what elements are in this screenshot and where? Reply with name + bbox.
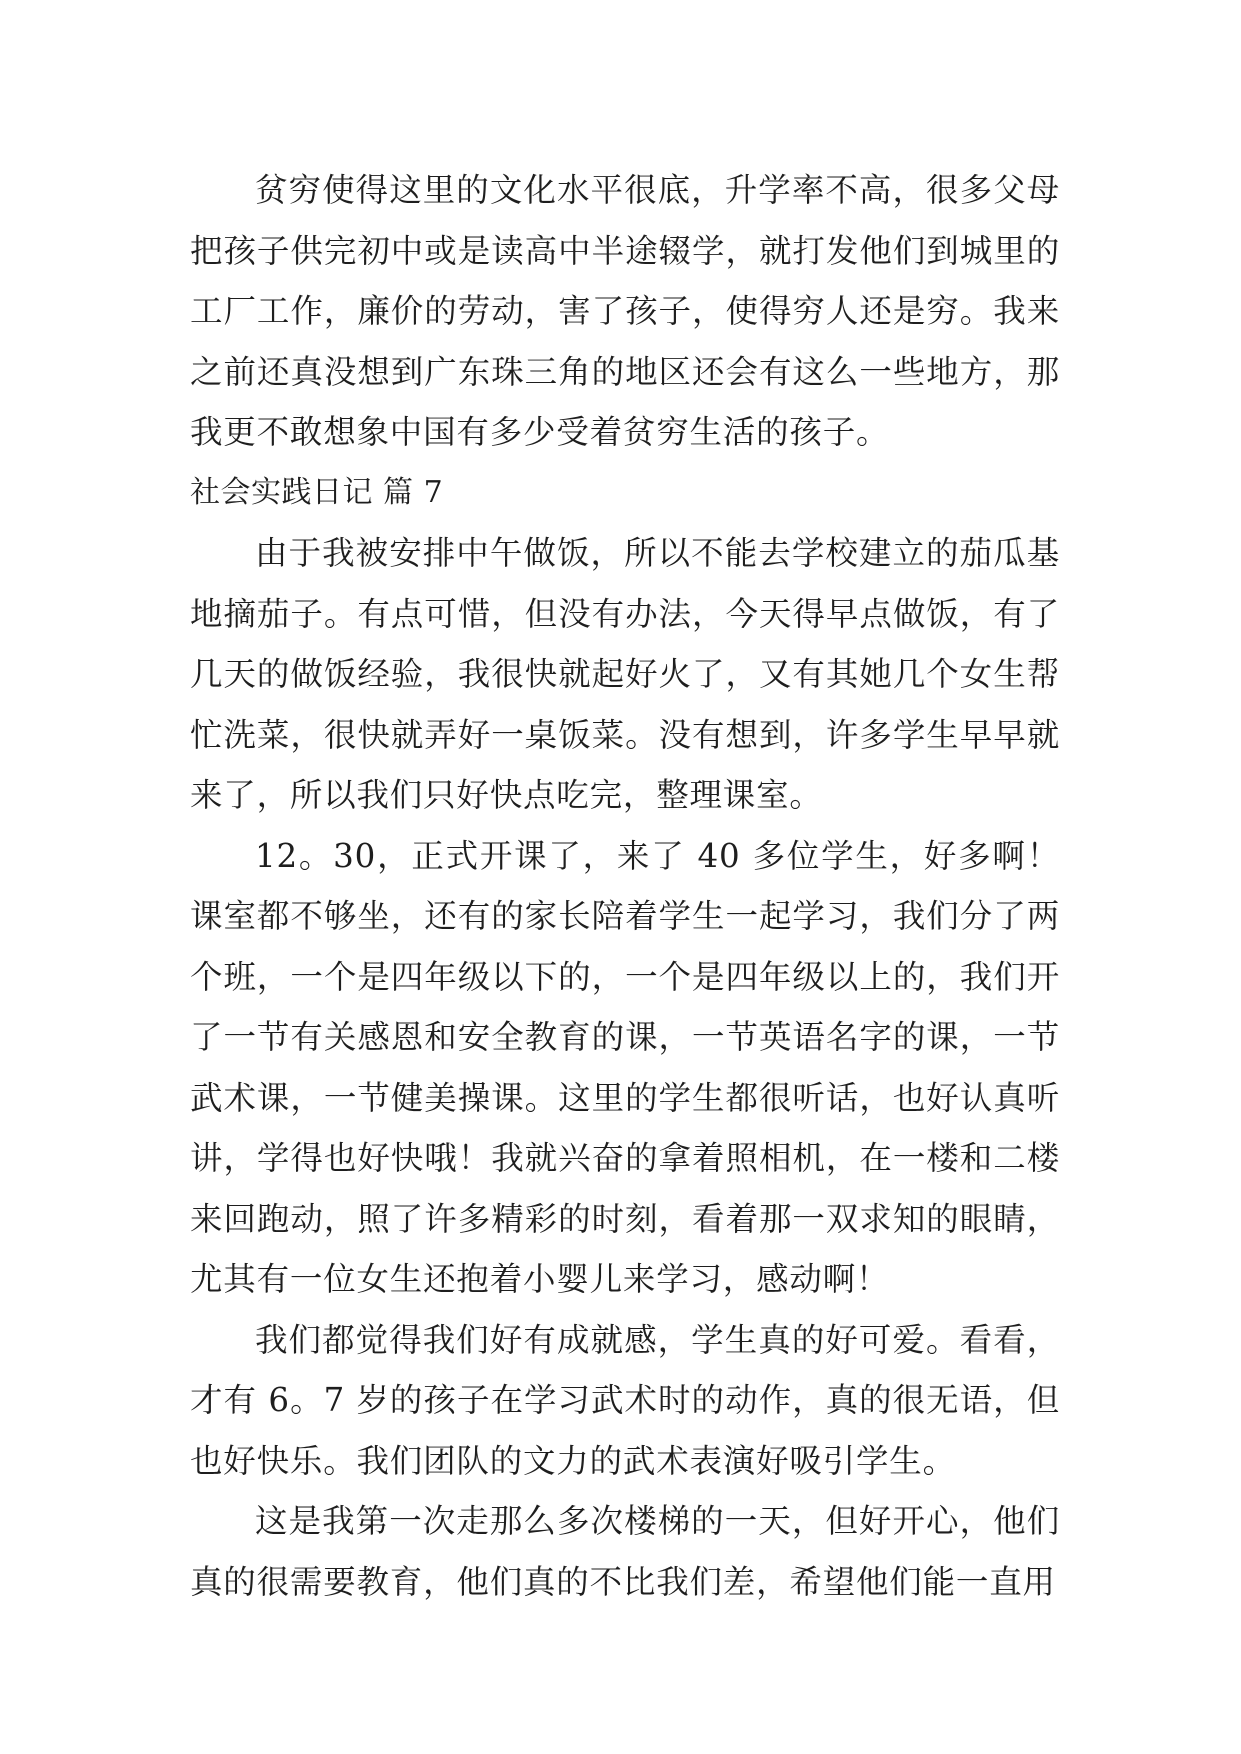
paragraph-stairs: 这是我第一次走那么多次楼梯的一天，但好开心，他们真的很需要教育，他们真的不比我们差，希望他们能一直用 bbox=[190, 1502, 1060, 1601]
paragraph-poverty: 贫穷使得这里的文化水平很底，升学率不高，很多父母把孩子供完初中或是读高中半途辍学，就打发他们到城里的工厂工作，廉价的劳动，害了孩子，使得穷人还是穷。我来之前还真没想到广东珠三角的地区还会有这么一些地方，那我更不敢想象中国有多少受着贫穷生活的孩子。 bbox=[190, 171, 1060, 451]
paragraph-class-start: 12。30，正式开课了，来了 40 多位学生，好多啊！课室都不够坐，还有的家长陪着学生一起学习，我们分了两个班，一个是四年级以下的，一个是四年级以上的，我们开了一节有关感恩和安全教育的课，一节英语名字的课，一节武术课，一节健美操课。这里的学生都很听话，也好认真听讲，学得也好快哦！我就兴奋的拿着照相机，在一楼和二楼来回跑动，照了许多精彩的时刻，看着那一双求知的眼睛，尤其有一位女生还抱着小婴儿来学习，感动啊！ bbox=[190, 836, 1060, 1298]
section-heading: 社会实践日记 篇 7 bbox=[190, 474, 444, 510]
document-page bbox=[190, 160, 1060, 1612]
paragraph-cooking: 由于我被安排中午做饭，所以不能去学校建立的茄瓜基地摘茄子。有点可惜，但没有办法，今天得早点做饭，有了几天的做饭经验，我很快就起好火了，又有其她几个女生帮忙洗菜，很快就弄好一桌饭菜。没有想到，许多学生早早就来了，所以我们只好快点吃完，整理课室。 bbox=[190, 534, 1060, 814]
paragraph-achievement: 我们都觉得我们好有成就感，学生真的好可爱。看看，才有 6。7 岁的孩子在学习武术时的动作，真的很无语，但也好快乐。我们团队的文力的武术表演好吸引学生。 bbox=[190, 1320, 1060, 1480]
